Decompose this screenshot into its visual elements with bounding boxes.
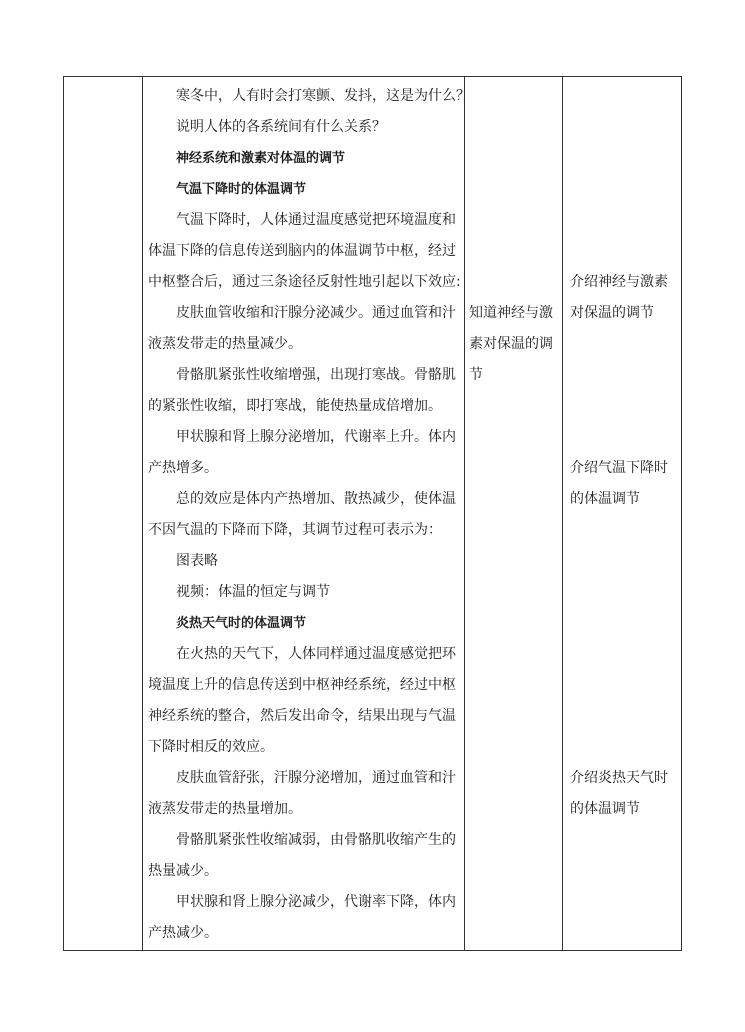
content-line: 下降时相反的效应。: [148, 739, 274, 755]
content-line: 不因气温的下降而下降，其调节过程可表示为：: [148, 522, 442, 538]
content-line: 气温下降时，人体通过温度感觉把环境温度和: [176, 212, 456, 228]
goal-line: 素对保温的调: [469, 336, 553, 352]
intent-line: 的体温调节: [570, 801, 640, 817]
column-divider: [562, 77, 563, 950]
content-line: 说明人体的各系统间有什么关系？: [176, 119, 386, 135]
content-line: 液蒸发带走的热量减少。: [148, 336, 302, 352]
content-line: 皮肤血管收缩和汗腺分泌减少。通过血管和汁: [176, 305, 456, 321]
content-line: 境温度上升的信息传送到中枢神经系统，经过中枢: [148, 677, 456, 693]
content-line: 液蒸发带走的热量增加。: [148, 801, 302, 817]
subsection-heading: 气温下降时的体温调节: [176, 182, 307, 197]
content-line: 神经系统的整合，然后发出命令，结果出现与气温: [148, 708, 456, 724]
intent-line: 介绍炎热天气时: [570, 770, 668, 786]
intent-line: 介绍气温下降时: [570, 460, 668, 476]
goal-line: 节: [469, 367, 483, 383]
intent-line: 的体温调节: [570, 491, 640, 507]
content-line: 骨骼肌紧张性收缩减弱，由骨骼肌收缩产生的: [176, 832, 456, 848]
content-line: 中枢整合后，通过三条途径反射性地引起以下效应:: [148, 274, 461, 290]
content-line: 的紧张性收缩，即打寒战，能使热量成倍增加。: [148, 398, 442, 414]
column-divider: [142, 77, 143, 950]
content-line: 皮肤血管舒张，汗腺分泌增加，通过血管和汁: [176, 770, 456, 786]
goal-line: 知道神经与激: [469, 305, 553, 321]
content-line: 体温下降的信息传送到脑内的体温调节中枢，经过: [148, 243, 456, 259]
content-line: 产热增多。: [148, 460, 218, 476]
content-line: 产热减少。: [148, 925, 218, 941]
content-line: 骨骼肌紧张性收缩增强，出现打寒战。骨骼肌: [176, 367, 456, 383]
column-divider: [464, 77, 465, 950]
content-line: 在火热的天气下，人体同样通过温度感觉把环: [176, 646, 456, 662]
content-line: 视频：体温的恒定与调节: [176, 584, 330, 600]
content-line: 热量减少。: [148, 863, 218, 879]
section-heading: 神经系统和激素对体温的调节: [176, 151, 346, 166]
content-line: 甲状腺和肾上腺分泌增加，代谢率上升。体内: [176, 429, 456, 445]
subsection-heading: 炎热天气时的体温调节: [176, 616, 307, 631]
content-line: 甲状腺和肾上腺分泌减少，代谢率下降，体内: [176, 894, 456, 910]
content-line: 总的效应是体内产热增加、散热减少，使体温: [176, 491, 456, 507]
intent-line: 对保温的调节: [570, 305, 654, 321]
content-line: 图表略: [176, 553, 218, 569]
lesson-table: [63, 76, 682, 951]
content-line: 寒冬中，人有时会打寒颤、发抖，这是为什么？: [176, 88, 470, 104]
intent-line: 介绍神经与激素: [570, 274, 668, 290]
